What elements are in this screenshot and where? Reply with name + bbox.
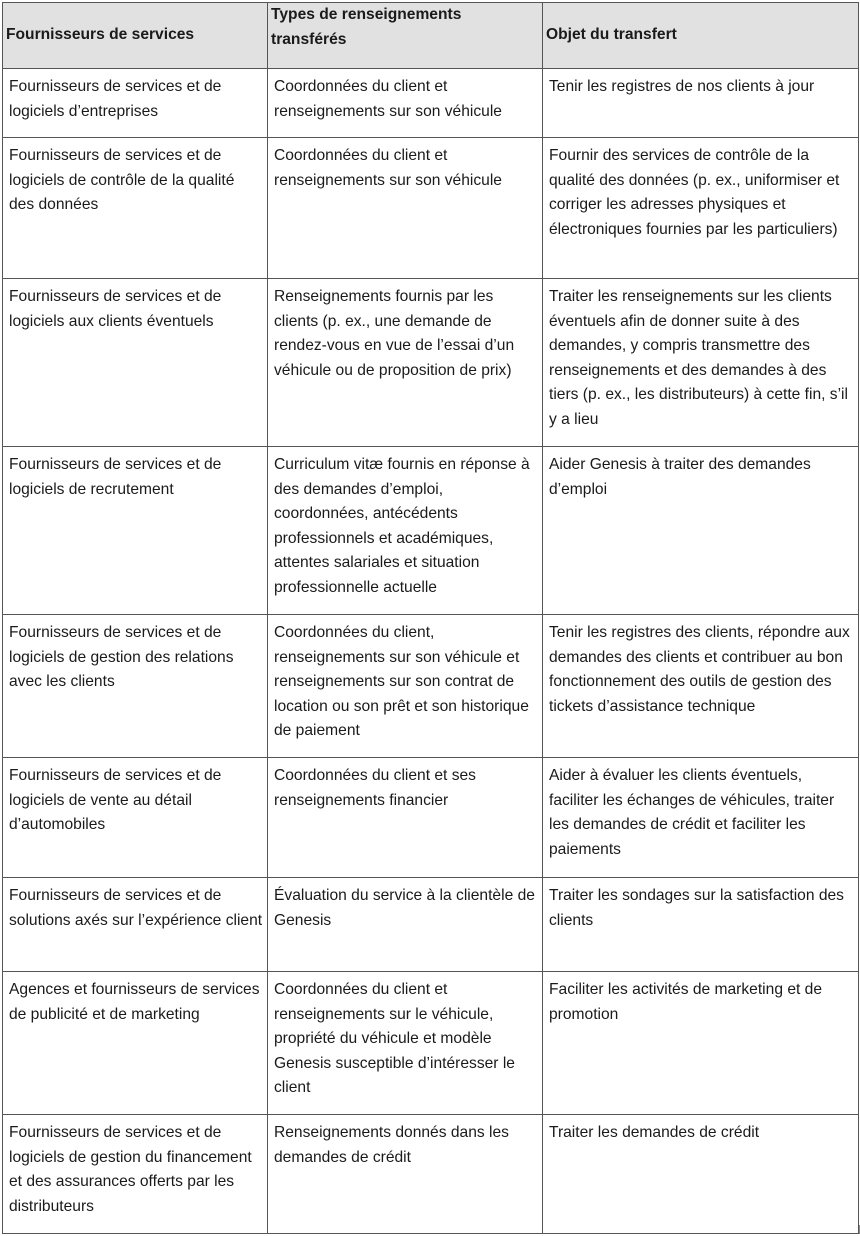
cell-provider: Fournisseurs de services et de logiciels de gestion des relations avec les clients: [3, 615, 268, 758]
cell-provider: Fournisseurs de services et de logiciels de recrutement: [3, 447, 268, 615]
table-row: [3, 758, 859, 878]
cell-provider: Fournisseurs de services et de logiciels de contrôle de la qualité des données: [3, 138, 268, 279]
header-transfer-purpose: Objet du transfert: [543, 3, 859, 69]
table-row: [3, 972, 859, 1115]
cell-purpose: Traiter les demandes de crédit: [543, 1115, 859, 1234]
header-service-providers: Fournisseurs de services: [3, 3, 268, 69]
cell-purpose: Aider Genesis à traiter des demandes d’emploi: [543, 447, 859, 615]
cell-provider: Fournisseurs de services et de logiciels de vente au détail d’automobiles: [3, 758, 268, 878]
table-row: [3, 138, 859, 279]
cell-info-type: Coordonnées du client et renseignements sur son véhicule: [268, 138, 543, 279]
table-row: [3, 447, 859, 615]
table-row: [3, 279, 859, 447]
cell-provider: Agences et fournisseurs de services de publicité et de marketing: [3, 972, 268, 1115]
cell-purpose: Traiter les renseignements sur les clients éventuels afin de donner suite à des demandes, y compris transmettre des renseignements et des demandes à des tiers (p. ex., les distributeurs) à cette fin, s’il y a lieu: [543, 279, 859, 447]
cell-info-type: Coordonnées du client et ses renseignements financier: [268, 758, 543, 878]
cell-provider: Fournisseurs de services et de solutions axés sur l’expérience client: [3, 878, 268, 972]
cell-purpose: Faciliter les activités de marketing et de promotion: [543, 972, 859, 1115]
cell-purpose: Tenir les registres de nos clients à jour: [543, 69, 859, 138]
cell-purpose: Fournir des services de contrôle de la qualité des données (p. ex., uniformiser et corriger les adresses physiques et électroniques fournies par les particuliers): [543, 138, 859, 279]
cell-purpose: Aider à évaluer les clients éventuels, faciliter les échanges de véhicules, traiter les demandes de crédit et faciliter les paiements: [543, 758, 859, 878]
table-row: [3, 69, 859, 138]
cell-purpose: Tenir les registres des clients, répondre aux demandes des clients et contribuer au bon fonctionnement des outils de gestion des tickets d’assistance technique: [543, 615, 859, 758]
table-header-row: [3, 3, 859, 69]
cell-info-type: Curriculum vitæ fournis en réponse à des demandes d’emploi, coordonnées, antécédents professionnels et académiques, attentes salariales et situation professionnelle actuelle: [268, 447, 543, 615]
cell-info-type: Coordonnées du client et renseignements sur son véhicule: [268, 69, 543, 138]
cell-provider: Fournisseurs de services et de logiciels aux clients éventuels: [3, 279, 268, 447]
cell-info-type: Renseignements fournis par les clients (p. ex., une demande de rendez-vous en vue de l’essai d’un véhicule ou de proposition de prix): [268, 279, 543, 447]
cell-purpose: Traiter les sondages sur la satisfaction des clients: [543, 878, 859, 972]
table-row: [3, 878, 859, 972]
table-row: [3, 1115, 859, 1234]
cell-provider: Fournisseurs de services et de logiciels d’entreprises: [3, 69, 268, 138]
header-info-types: Types de renseignements transférés: [268, 3, 543, 69]
cell-info-type: Renseignements donnés dans les demandes de crédit: [268, 1115, 543, 1234]
table-row: [3, 615, 859, 758]
cell-info-type: Évaluation du service à la clientèle de Genesis: [268, 878, 543, 972]
cell-info-type: Coordonnées du client et renseignements sur le véhicule, propriété du véhicule et modèle Genesis susceptible d’intéresser le client: [268, 972, 543, 1115]
data-transfer-table: [2, 2, 859, 1234]
cell-provider: Fournisseurs de services et de logiciels de gestion du financement et des assurances offerts par les distributeurs: [3, 1115, 268, 1234]
cell-info-type: Coordonnées du client, renseignements sur son véhicule et renseignements sur son contrat de location ou son prêt et son historique de paiement: [268, 615, 543, 758]
